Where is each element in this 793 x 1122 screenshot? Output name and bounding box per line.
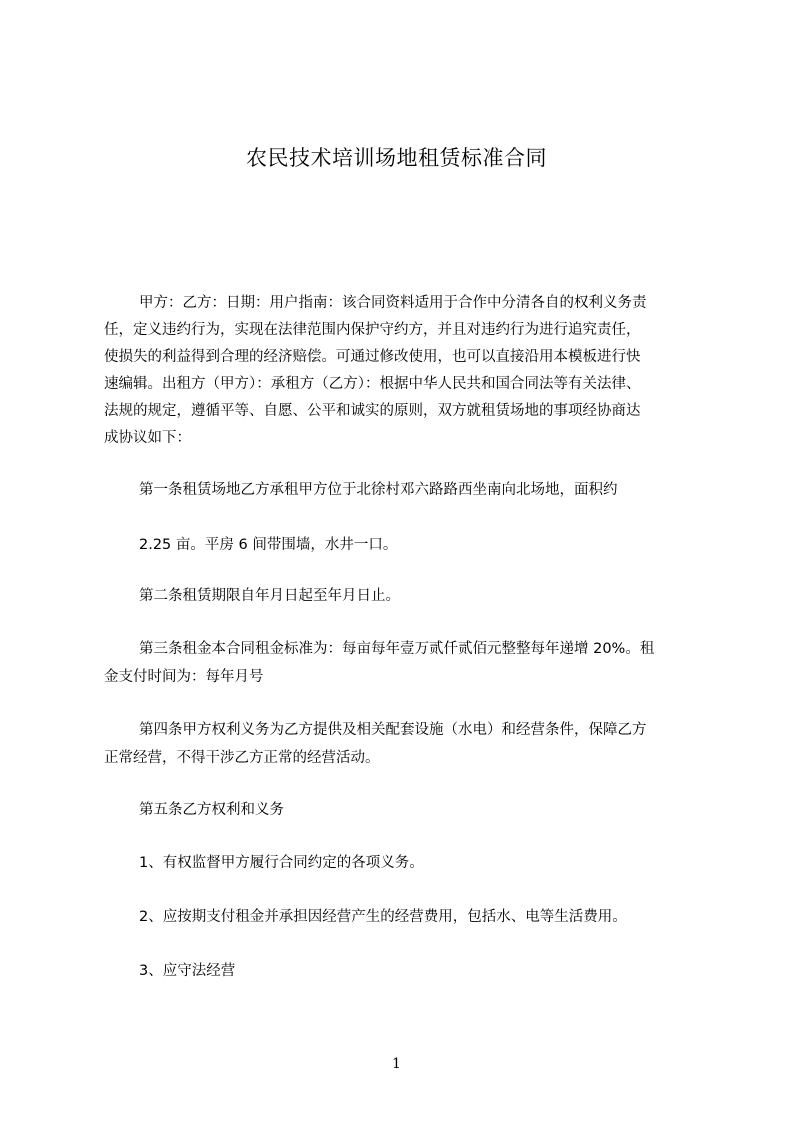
intro-line: 法规的规定，遵循平等、自愿、公平和诚实的原则，双方就租赁场地的事项经协商达 xyxy=(104,403,641,419)
list-item: 1、有权监督甲方履行合同约定的各项义务。 xyxy=(139,855,424,871)
intro-line: 成协议如下： xyxy=(104,430,191,446)
article-4-line-1: 第四条甲方权利义务为乙方提供及相关配套设施（水电）和经营条件，保障乙方 xyxy=(139,722,647,738)
list-item: 2、应按期支付租金并承担因经营产生的经营费用，包括水、电等生活费用。 xyxy=(139,909,627,925)
intro-line: 速编辑。出租方（甲方）：承租方（乙方）：根据中华人民共和国合同法等有关法律、 xyxy=(104,376,641,392)
article-1-line-2: 2.25 亩。平房 6 间带围墙，水井一口。 xyxy=(139,537,398,553)
article-3-line-1: 第三条租金本合同租金标准为：每亩每年壹万贰仟贰佰元整整每年递增 20%。租 xyxy=(139,641,655,657)
article-2: 第二条租赁期限自年月日起至年月日止。 xyxy=(139,588,400,604)
list-item: 3、应守法经营 xyxy=(139,963,236,979)
article-5: 第五条乙方权利和义务 xyxy=(139,802,284,818)
intro-line: 任，定义违约行为，实现在法律范围内保护守约方，并且对违约行为进行追究责任， xyxy=(104,322,641,338)
document-title: 农民技术培训场地租赁标准合同 xyxy=(246,146,547,170)
intro-line: 使损失的利益得到合理的经济赔偿。可通过修改使用，也可以直接沿用本模板进行快 xyxy=(104,349,641,365)
article-4-line-2: 正常经营，不得干涉乙方正常的经营活动。 xyxy=(104,750,380,766)
page-number: 1 xyxy=(392,1056,401,1072)
article-1-line-1: 第一条租赁场地乙方承租甲方位于北徐村邓六路路西坐南向北场地，面积约 xyxy=(139,482,618,498)
article-3-line-2: 金支付时间为：每年月号 xyxy=(104,669,264,685)
intro-line: 甲方：乙方：日期：用户指南：该合同资料适用于合作中分清各自的权利义务责 xyxy=(139,295,647,311)
